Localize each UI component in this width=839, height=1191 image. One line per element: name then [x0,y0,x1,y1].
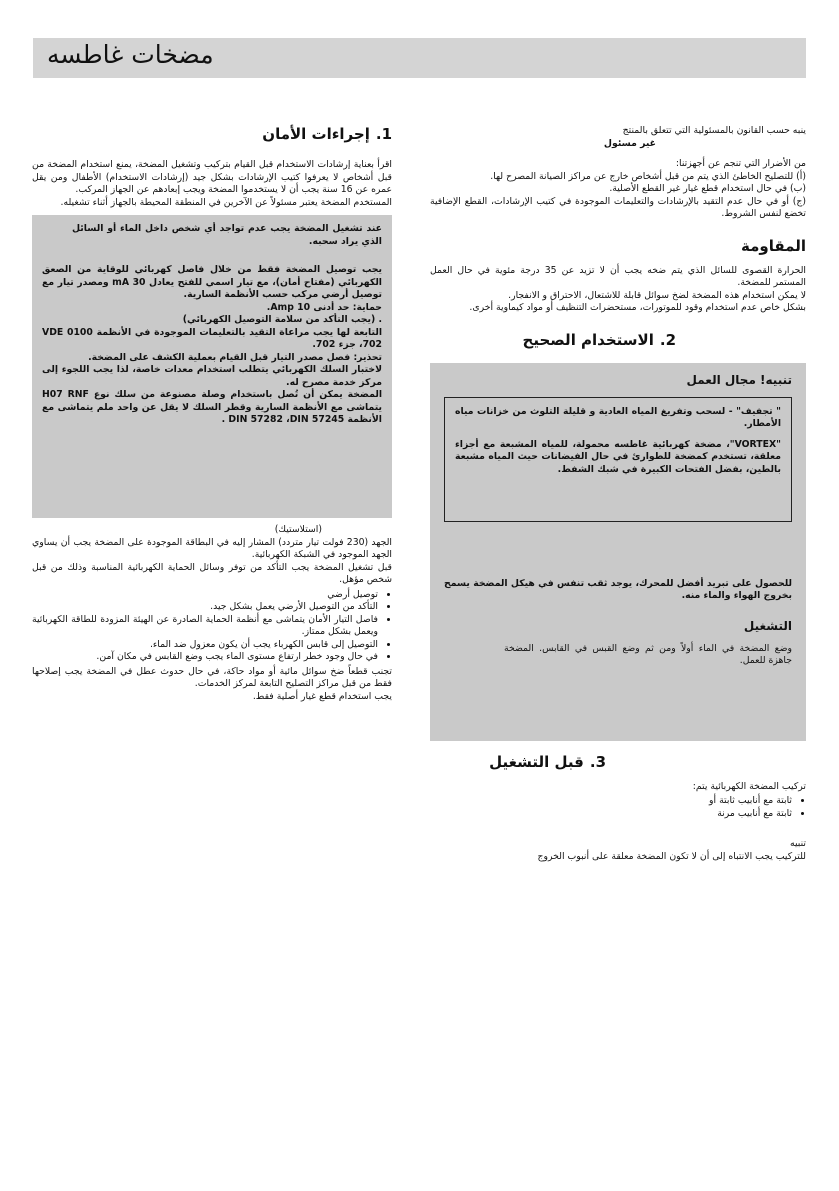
damage-b: (ب) في حال استخدام قطع غيار غير القطع الأصلية. [609,183,806,194]
section-2-number: 2. [659,330,676,349]
closing-text-2: يجب استخدام قطع غيار أصلية فقط. [252,690,392,702]
resistance-heading: المقاومة [741,236,806,255]
drainage-text: " تجفيف" - لسحب وتفريغ المياه العادية و قليلة التلوث من خزانات مياه الأمطار. [455,405,781,429]
voltage-text: الجهد (230 فولت تيار متردد) المشار إليه في البطاقة الموجودة على المضخة يجب أن يساوي الجهد الموجود في الشبكة الكهربائية. [32,536,392,560]
warning-p5: التابعة لها يجب مراعاة التقيد بالتعليمات الموجودة في الأنظمة VDE 0100 ،702 جزء 702. [42,326,383,350]
section-1-number: 1. [375,125,392,143]
install-item: • ثابتة مع أنابيب مرنة [430,808,792,821]
warning-p2: يجب توصيل المضخة فقط من خلال فاصل كهربائي للوقاية من الصعق الكهربائي (مفتاح أمان)، مع تيار اسمي للفتح يعادل 30 mA ومصدر تيار مع توصيل أرضي مركب حسب الأنظمة السارية. [42,264,382,300]
warning-p7: لاختبار السلك الكهربائي يتطلب استخدام معدات خاصة، لذا يجب اللجوء إلى مركز خدمة مصرح له. [42,364,382,388]
note-title: تنبيه [790,838,806,849]
right-column [32,125,392,703]
install-list [430,795,806,820]
resistance-line-3: بشكل خاص عدم استخدام وقود للموتورات، مستحضرات التنظيف أو مواد كيماوية أخرى. [469,302,806,313]
protection-list [32,589,392,664]
section-1-title: إجراءات الأمان [262,125,370,143]
section-2-title: الاستخدام الصحيح [522,330,654,349]
resistance-line-2: لا يمكن استخدام هذه المضخة لضخ سوائل قابلة للاشتعال، الاحتراق و الانفجار. [508,289,806,301]
closing-text: تجنب قطعاً ضخ سوائل مائية أو مواد حاكة، في حال حدوث عطل في المضخة يجب إصلاحها فقط من قبل مراكز التصليح التابعة لمركز الخدمات. [32,665,392,689]
protection-item: • في حال وجود خطر ارتفاع مستوى الماء يجب وضع القابس في مكان آمن. [32,651,378,664]
safety-intro: اقرأ بعناية إرشادات الاستخدام قبل القيام بتركيب وتشغيل المضخة، يمنع استخدام المضخة من قبل أشخاص لا يعرفوا كتيب الإرشادات بشكل جيد (إرشادات الاستخدام) الأطفال ومن يقل عمره عن 16 سنة يجب أن لا يستخدموا المضخة ويجب إبعادهم عن الجهاز المركب. [32,159,392,195]
operation-heading: التشغيل [743,618,792,633]
note-text: للتركيب يجب الانتباه إلى أن لا تكون المضخة معلقة على أنبوب الخروج [537,850,806,862]
install-item: • ثابتة مع أنابيب ثابتة أو [430,795,792,808]
operation-text: وضع المضخة في الماء أولاً ومن ثم وضع القبس في القابس. المضخة جاهزة للعمل. [504,642,792,666]
safety-warning-box [32,215,392,518]
warning-p3: حماية: حد أدنى 10 Amp. [266,301,382,313]
check-intro: قبل تشغيل المضخة يجب التأكد من توفر وسائل الحماية الكهربائية المناسبة وذلك من قبل شخص مؤهل. [32,561,392,585]
section-3-title: قبل التشغيل [489,752,584,771]
warning-p4: . (يجب التأكد من سلامة التوصيل الكهربائي) [182,314,382,325]
left-column [430,125,806,863]
protection-item: • فاصل التيار الأمان يتماشى مع أنظمة الحماية الصادرة عن الهيئة المزودة للطاقة الكهربائية ويعمل بشكل ممتاز. [32,614,378,639]
vortex-text: "VORTEX"، مضخة كهربائية غاطسه محمولة، للمياه المشبعة مع أجزاء معلقة، تستخدم كمضخة للطوارئ في حال الفيضانات حيث المياه مشبعة بالطين، بفضل الفتحات الكبيرة في شبك الشفط. [455,438,781,475]
usage-frame [444,397,792,522]
section-2-heading [430,331,806,349]
protection-item: • التأكد من التوصيل الأرضي يعمل بشكل جيد. [32,601,378,614]
title-banner [33,38,806,78]
correct-use-box [430,363,806,741]
field-title: تنبيه! مجال العمل [686,372,792,387]
safety-intro-2: المستخدم المضخة يعتبر مسئولاً عن الآخرين في المنطقة المحيطة بالجهاز أثناء تشغيله. [60,196,392,208]
warning-p8: المضخة يمكن أن تُصل باستخدام وصلة مصنوعة من سلك نوع H07 RNF يتماشى مع الأنظمة السارية وقطر السلك لا يقل عن واحد ملم يتماشى مع الأنظمة DIN 57282 ،DIN 57245 . [42,389,383,425]
section-1-heading [32,125,392,143]
section-3-number: 3. [589,752,606,771]
protection-item: • توصيل أرضي [32,589,378,602]
voltage-hint: (استلاستيك) [274,524,322,535]
damage-a: (أ) للتصليح الخاطئ الذي يتم من قبل أشخاص خارج عن مراكز الصيانة المصرح لها. [490,170,806,182]
resistance-line-1: الحرارة القصوى للسائل الذي يتم ضخه يجب أن لا تزيد عن 35 درجة مئوية في حال العمل المستمر للمضخة. [430,264,807,288]
warning-p6: تحذير: فصل مصدر التيار قبل القيام بعملية الكشف على المضخة. [88,351,382,363]
protection-item: • التوصيل إلى قابس الكهرباء يجب أن يكون معزول ضد الماء. [32,639,378,652]
cooling-note: للحصول على تبريد أفضل للمحرك، يوجد ثقب تنفس في هيكل المضخة يسمح بخروج الهواء والماء منه. [444,577,792,601]
law-text: ينبه حسب القانون بالمسئولية التي تتعلق بالمنتج [622,125,806,136]
section-3-heading [430,753,806,771]
damage-c: (ج) أو في حال عدم التقيد بالإرشادات والتعليمات الموجودة في كتيب الإرشادات، القطع الإضافية تخضع لنفس الشروط. [430,195,806,219]
install-intro: تركيب المضخة الكهربائية يتم: [692,780,806,792]
banner-title: مضخات غاطسه [47,40,214,69]
damages-title: من الأضرار التي تنجم عن أجهزتنا: [675,158,806,169]
warning-p1: عند تشغيل المضخة يجب عدم تواجد أي شخص داخل الماء أو السائل الذي يراد سحبه. [72,223,382,247]
law-bold: غير مسئول [603,137,656,149]
